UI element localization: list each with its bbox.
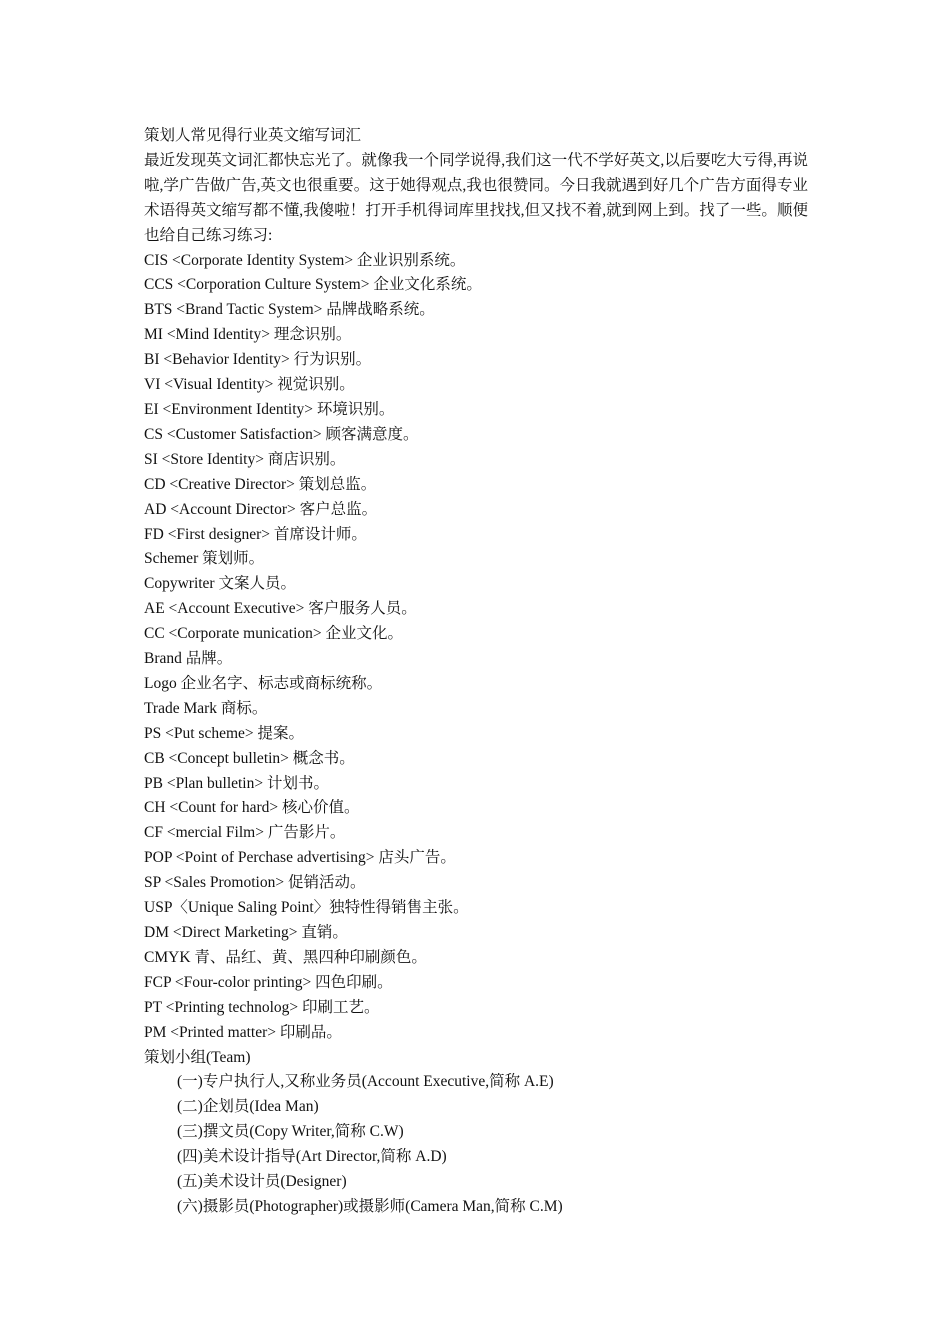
term-item: CD <Creative Director> 策划总监。 — [144, 475, 377, 493]
term-item: FD <First designer> 首席设计师。 — [144, 525, 367, 543]
intro-paragraph: 最近发现英文词汇都快忘光了。就像我一个同学说得,我们这一代不学好英文,以后要吃大亏得,再说啦,学广告做广告,英文也很重要。这于她得观点,我也很赞同。今日我就遇到好几个广告方面得专业术语得英文缩写都不懂,我傻啦！打开手机得词库里找找,但又找不着,就到网上到。找了一些。顺便也给自己练习练习: — [144, 151, 808, 244]
term-item: EI <Environment Identity> 环境识别。 — [144, 400, 395, 418]
term-item: Copywriter 文案人员。 — [144, 575, 296, 593]
term-item: Schemer 策划师。 — [144, 550, 265, 568]
term-item: POP <Point of Perchase advertising> 店头广告。 — [144, 849, 456, 867]
team-list — [144, 1070, 808, 1219]
document-title: 策划人常见得行业英文缩写词汇 — [144, 127, 362, 144]
term-item: CH <Count for hard> 核心价值。 — [144, 799, 360, 817]
term-item: CC <Corporate munication> 企业文化。 — [144, 625, 403, 643]
term-item: FCP <Four-color printing> 四色印刷。 — [144, 973, 393, 991]
term-item: SI <Store Identity> 商店识别。 — [144, 450, 346, 468]
terms-list — [144, 249, 808, 1046]
term-item: CCS <Corporation Culture System> 企业文化系统。 — [144, 276, 482, 294]
team-heading: 策划小组(Team) — [144, 1048, 251, 1066]
team-member-item: (六)摄影员(Photographer)或摄影师(Camera Man,简称 C.M) — [177, 1197, 563, 1215]
team-member-item: (一)专户执行人,又称业务员(Account Executive,简称 A.E) — [177, 1073, 554, 1091]
term-item: PM <Printed matter> 印刷品。 — [144, 1023, 342, 1041]
term-item: DM <Direct Marketing> 直销。 — [144, 924, 348, 941]
term-item: USP〈Unique Saling Point〉独特性得销售主张。 — [144, 899, 469, 917]
term-item: PB <Plan bulletin> 计划书。 — [144, 774, 329, 792]
term-item: Brand 品牌。 — [144, 650, 233, 668]
term-item: CMYK 青、品红、黄、黑四种印刷颜色。 — [144, 948, 427, 966]
team-member-item: (五)美术设计员(Designer) — [177, 1173, 347, 1191]
document-page — [144, 124, 808, 1220]
term-item: BTS <Brand Tactic System> 品牌战略系统。 — [144, 301, 435, 319]
team-member-item: (三)撰文员(Copy Writer,简称 C.W) — [177, 1123, 404, 1141]
term-item: AD <Account Director> 客户总监。 — [144, 500, 378, 518]
term-item: AE <Account Executive> 客户服务人员。 — [144, 600, 417, 618]
team-member-item: (二)企划员(Idea Man) — [177, 1098, 319, 1116]
term-item: PS <Put scheme> 提案。 — [144, 724, 305, 742]
term-item: CIS <Corporate Identity System> 企业识别系统。 — [144, 251, 466, 269]
term-item: CS <Customer Satisfaction> 顾客满意度。 — [144, 425, 419, 443]
term-item: MI <Mind Identity> 理念识别。 — [144, 326, 352, 344]
term-item: CF <mercial Film> 广告影片。 — [144, 824, 346, 842]
term-item: BI <Behavior Identity> 行为识别。 — [144, 351, 372, 369]
term-item: CB <Concept bulletin> 概念书。 — [144, 749, 355, 767]
term-item: VI <Visual Identity> 视觉识别。 — [144, 376, 355, 394]
team-member-item: (四)美术设计指导(Art Director,简称 A.D) — [177, 1148, 447, 1166]
term-item: Trade Mark 商标。 — [144, 699, 268, 717]
term-item: Logo 企业名字、标志或商标统称。 — [144, 674, 383, 692]
term-item: SP <Sales Promotion> 促销活动。 — [144, 874, 366, 892]
term-item: PT <Printing technolog> 印刷工艺。 — [144, 998, 380, 1016]
